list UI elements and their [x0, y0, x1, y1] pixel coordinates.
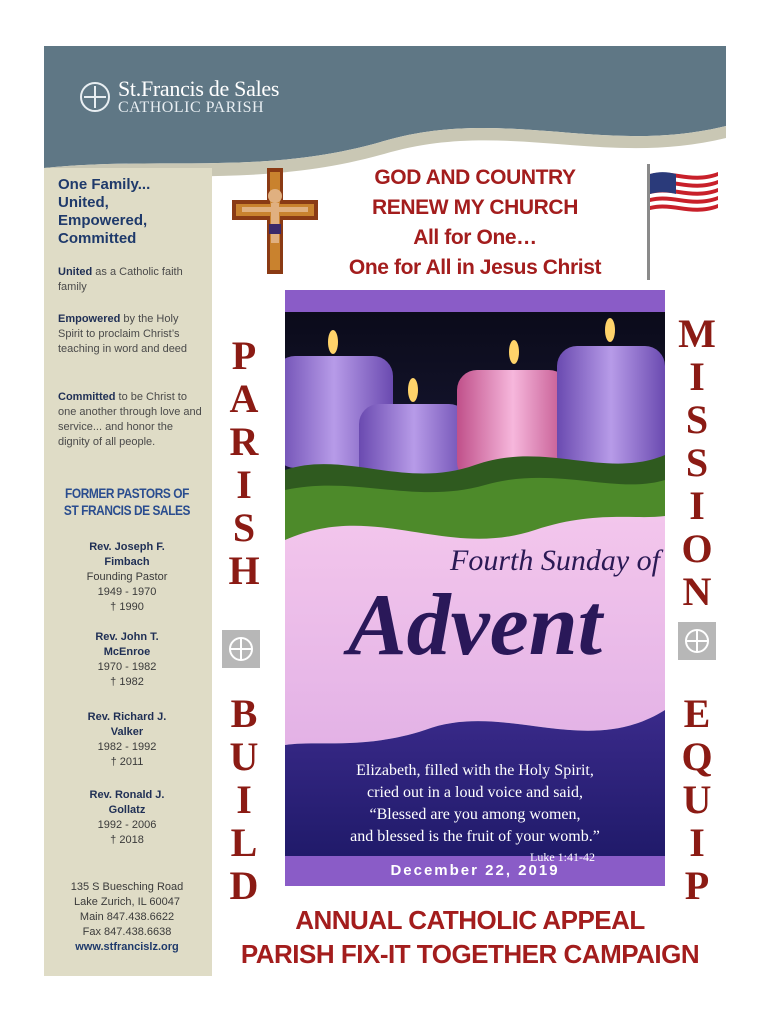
advent-subtitle: Fourth Sunday of: [450, 544, 660, 577]
american-flag-icon: [642, 162, 722, 282]
pastors-heading: FORMER PASTORS OF ST FRANCIS DE SALES: [63, 485, 191, 518]
vertical-word-mission: M I S S I O N: [678, 311, 716, 614]
appeal-footer: ANNUAL CATHOLIC APPEAL PARISH FIX-IT TOGETHER CAMPAIGN: [240, 905, 700, 969]
vertical-word-equip: E Q U I P: [681, 691, 713, 908]
advent-title: Advent: [347, 577, 603, 674]
vertical-word-build: B U I L D: [229, 691, 259, 908]
parish-subtitle: CATHOLIC PARISH: [118, 99, 265, 116]
mission-committed: Committed to be Christ to one another through love and service... and honor the dignity of all people.: [58, 391, 202, 448]
bulletin-date: December 22, 2019: [390, 862, 560, 879]
cross-circle-icon: [80, 82, 110, 112]
vertical-word-parish: P A R I S H: [228, 333, 260, 593]
parish-logo: [80, 78, 279, 116]
tagline-line: United,: [58, 194, 109, 211]
parish-address: 135 S Buesching Road Lake Zurich, IL 60047 Main 847.438.6622 Fax 847.438.6638 www.stfrancislz.org: [52, 880, 202, 955]
cross-circle-icon: [222, 630, 260, 668]
pastor-entry: Rev. Richard J. Valker 1982 - 1992 † 2011: [87, 711, 167, 768]
mission-united: United as a Catholic faith family: [58, 266, 183, 293]
mission-empowered: Empowered by the Holy Spirit to proclaim Christ’s teaching in word and deed: [58, 313, 188, 355]
cross-circle-icon: [678, 622, 716, 660]
tagline-line: Empowered,: [58, 212, 148, 229]
website-link[interactable]: www.stfrancislz.org: [75, 941, 179, 953]
pastor-entry: Rev. John T. McEnroe 1970 - 1982 † 1982: [95, 631, 159, 688]
pastor-entry: Rev. Ronald J. Gollatz 1992 - 2006 † 2018: [89, 789, 165, 846]
tagline-line: One Family...: [58, 176, 151, 193]
scripture-verse: Elizabeth, filled with the Holy Spirit, cried out in a loud voice and said, “Blessed are you among women, and blessed is the fruit of your womb.” Luke 1:41-42: [285, 760, 665, 866]
sidebar-tagline: [58, 176, 208, 248]
parish-name: St.Francis de Sales: [118, 76, 280, 101]
headline: GOD AND COUNTRY RENEW MY CHURCH All for One… One for All in Jesus Christ: [348, 166, 602, 279]
pastor-entry: Rev. Joseph F. Fimbach Founding Pastor 1949 - 1970 † 1990: [86, 541, 168, 613]
scripture-reference: Luke 1:41-42: [530, 850, 595, 864]
tagline-line: Committed: [58, 230, 137, 247]
